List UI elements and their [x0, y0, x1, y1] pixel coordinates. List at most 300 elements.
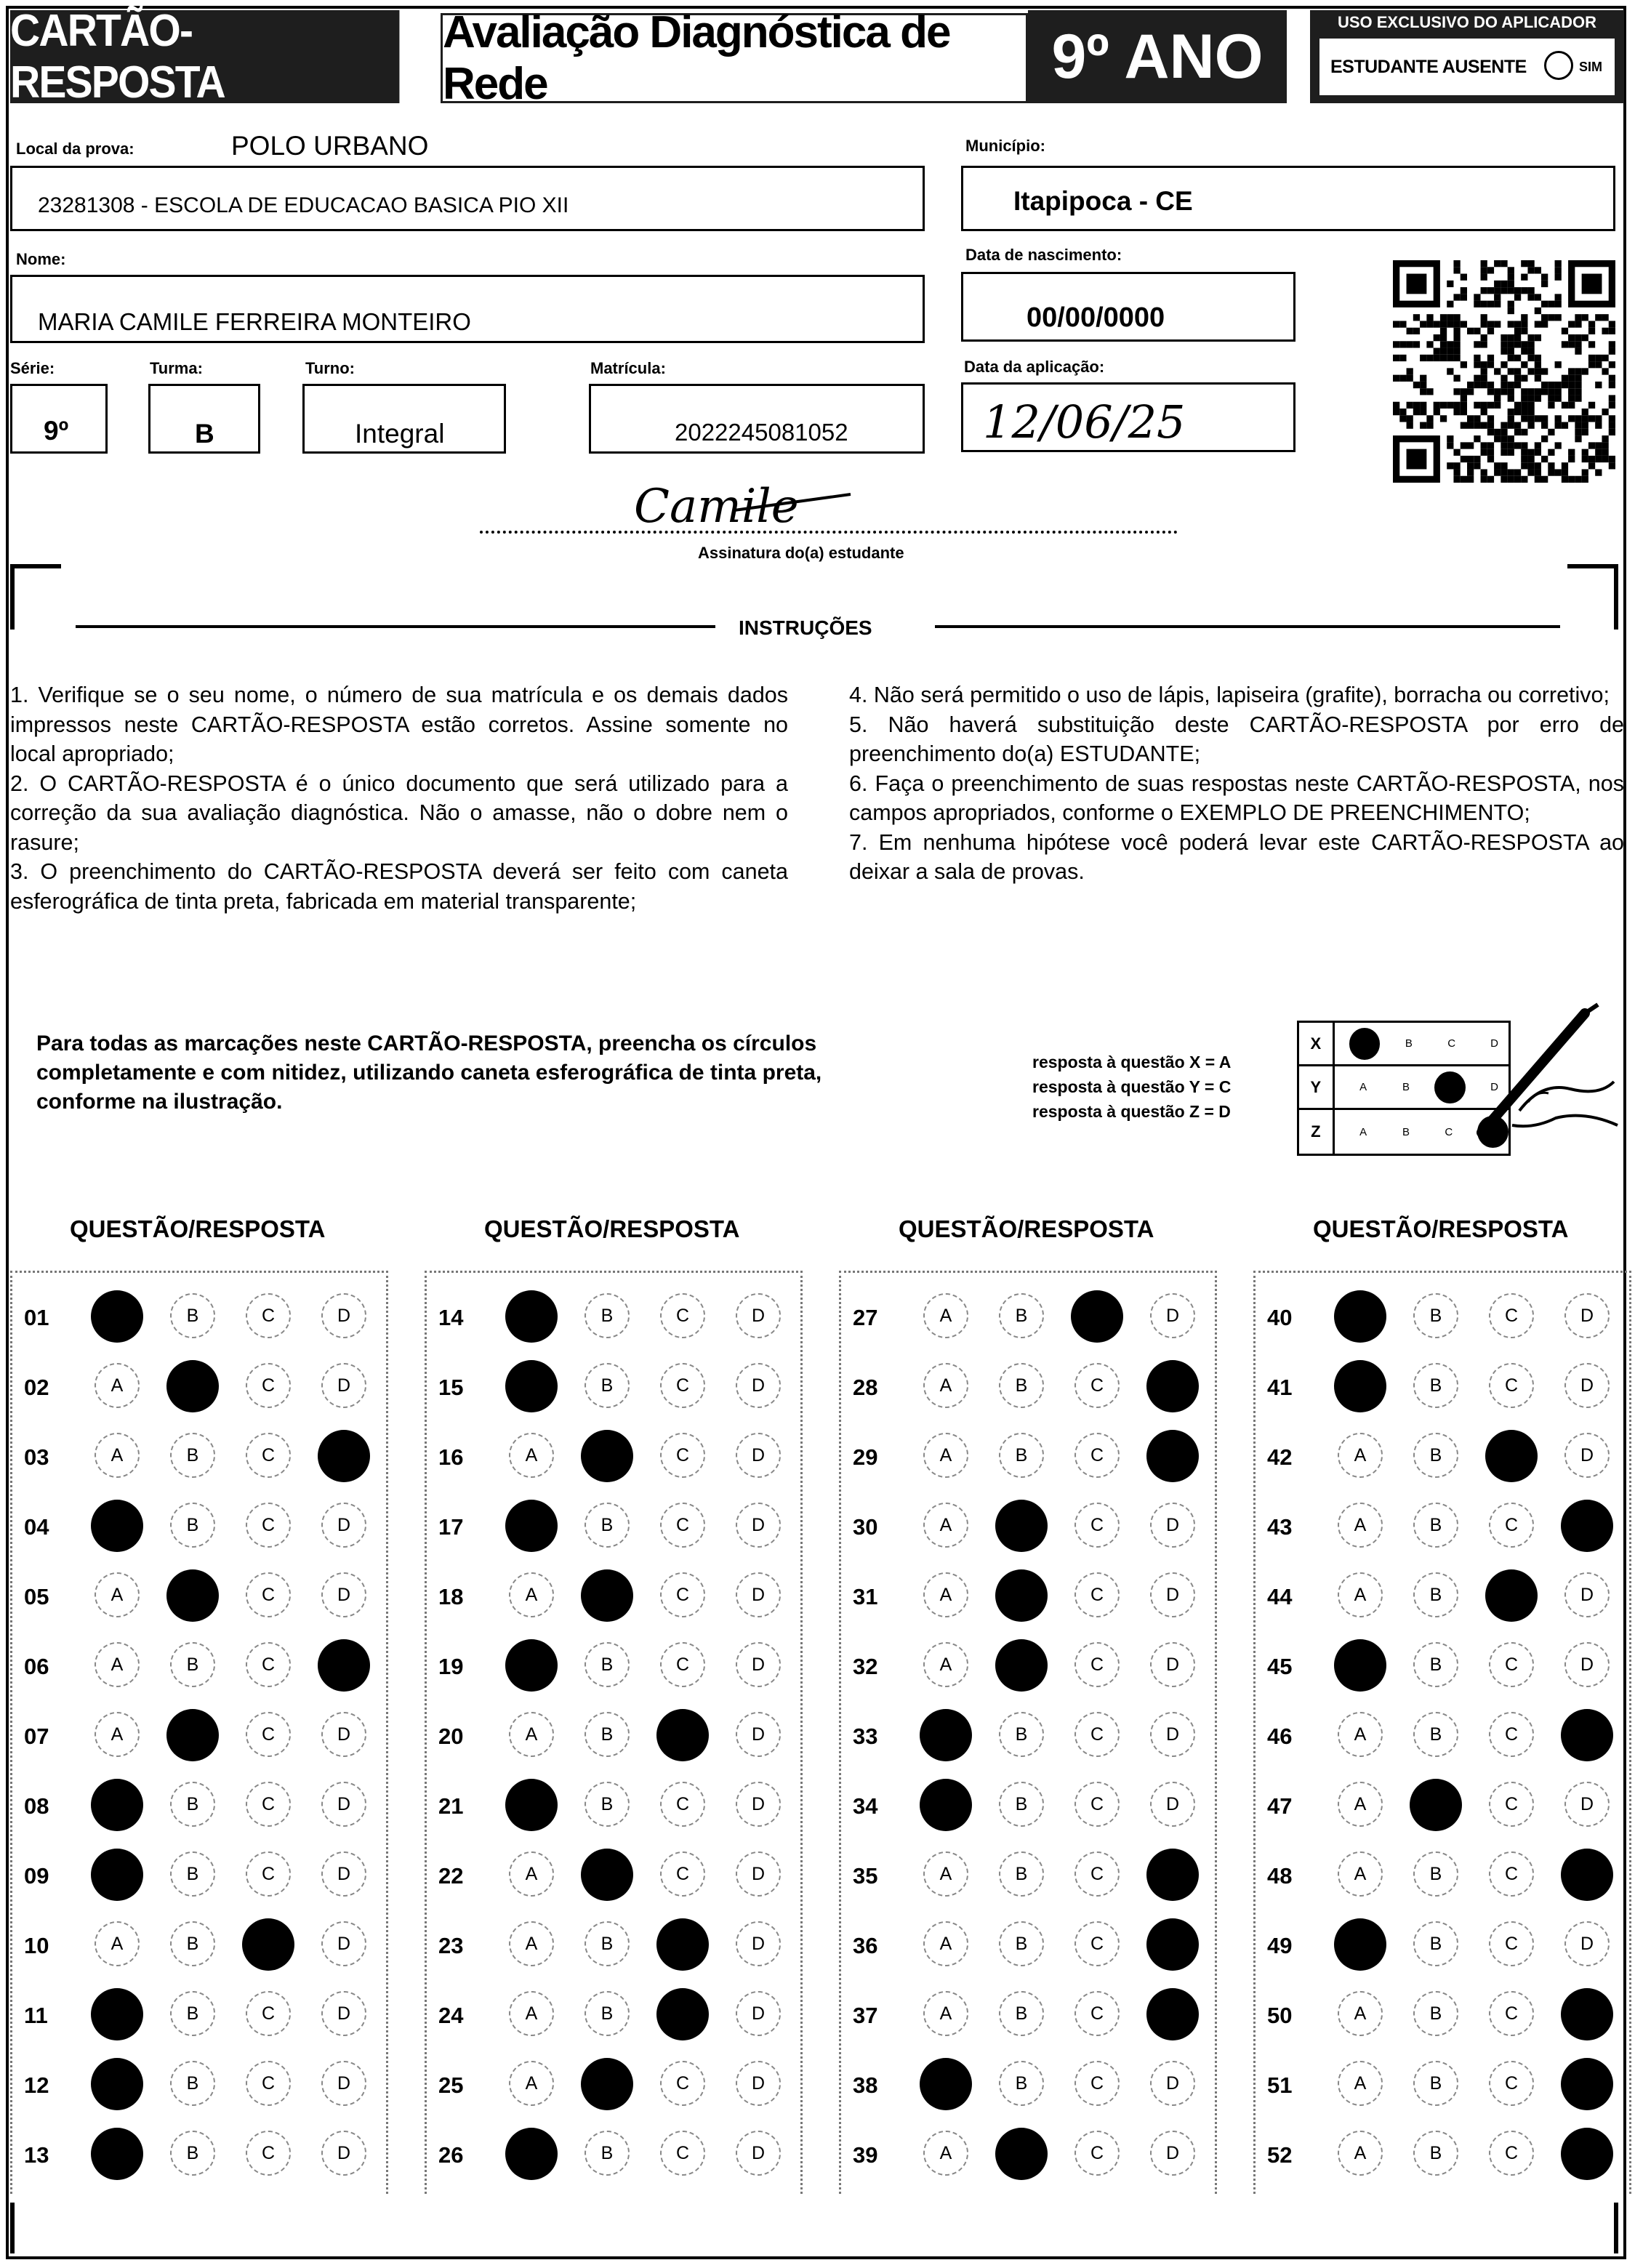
answer-bubble-c[interactable]: C — [660, 2131, 705, 2176]
answer-bubble-d[interactable]: D — [736, 1363, 781, 1408]
answer-bubble-b[interactable]: B — [170, 1851, 215, 1897]
answer-row — [12, 1914, 386, 1984]
answer-bubble-d[interactable]: D — [736, 1782, 781, 1827]
question-number: 01 — [24, 1305, 49, 1330]
answer-bubble-d[interactable] — [1146, 1988, 1199, 2040]
answer-bubble-d[interactable] — [1146, 1849, 1199, 1901]
answer-row — [12, 2123, 386, 2193]
answer-bubble-a[interactable]: A — [1338, 2061, 1383, 2106]
answer-column-2 — [425, 1271, 803, 2194]
answer-bubble-d[interactable] — [1146, 1360, 1199, 1412]
answer-bubble-c[interactable]: C — [660, 1642, 705, 1687]
answer-bubble-c[interactable]: C — [1074, 1851, 1120, 1897]
instructions-right — [849, 680, 1624, 887]
answer-bubble-d[interactable]: D — [736, 1712, 781, 1757]
answer-bubble-c[interactable]: C — [1489, 1293, 1534, 1338]
answer-bubble-b[interactable]: B — [1413, 1642, 1458, 1687]
answer-bubble-c[interactable]: C — [1489, 1851, 1534, 1897]
answer-bubble-d[interactable]: D — [321, 1782, 366, 1827]
answer-bubble-b[interactable]: B — [999, 1851, 1044, 1897]
answer-bubble-a[interactable]: A — [509, 1572, 554, 1617]
answer-bubble-c[interactable]: C — [660, 1503, 705, 1548]
answer-bubble-c[interactable]: C — [1489, 1363, 1534, 1408]
answer-bubble-a[interactable] — [505, 1639, 558, 1692]
answer-bubble-b[interactable] — [995, 2128, 1048, 2180]
answer-row — [1256, 1356, 1629, 1425]
answer-bubble-a[interactable]: A — [509, 1433, 554, 1478]
answer-row — [1256, 1635, 1629, 1705]
example-bubble-a: A — [1359, 1081, 1367, 1093]
answer-bubble-c[interactable] — [656, 1918, 709, 1971]
answer-bubble-c[interactable]: C — [660, 1851, 705, 1897]
answer-bubble-a[interactable]: A — [923, 1851, 968, 1897]
answer-bubble-d[interactable]: D — [321, 1503, 366, 1548]
answer-bubble-b[interactable]: B — [584, 1363, 630, 1408]
answer-bubble-b[interactable]: B — [1413, 1363, 1458, 1408]
answer-bubble-a[interactable] — [920, 1709, 972, 1761]
answer-bubble-a[interactable] — [91, 1849, 143, 1901]
column-title: QUESTÃO/RESPOSTA — [899, 1215, 1154, 1242]
matricula-value: 2022245081052 — [675, 419, 848, 446]
answer-bubble-c[interactable]: C — [1489, 1712, 1534, 1757]
answer-bubble-d[interactable]: D — [1150, 1712, 1195, 1757]
answer-bubble-d[interactable]: D — [1150, 1782, 1195, 1827]
answer-bubble-c[interactable]: C — [1074, 1782, 1120, 1827]
answer-row — [841, 1565, 1215, 1635]
answer-bubble-c[interactable]: C — [660, 1293, 705, 1338]
answer-bubble-d[interactable] — [1146, 1430, 1199, 1482]
answer-column-1 — [10, 1271, 388, 2194]
answer-row — [841, 1914, 1215, 1984]
question-number: 29 — [853, 1444, 878, 1470]
answer-bubble-c[interactable]: C — [246, 1503, 291, 1548]
turma-value: B — [195, 419, 214, 449]
answer-bubble-d[interactable]: D — [1564, 1363, 1610, 1408]
answer-row — [1256, 2123, 1629, 2193]
answer-bubble-a[interactable] — [91, 1988, 143, 2040]
answer-bubble-d[interactable]: D — [321, 1572, 366, 1617]
answer-bubble-b[interactable] — [581, 2058, 633, 2110]
answer-bubble-a[interactable]: A — [509, 1712, 554, 1757]
question-number: 11 — [24, 2003, 48, 2028]
answer-bubble-a[interactable]: A — [1338, 1572, 1383, 1617]
answer-bubble-d[interactable]: D — [321, 1363, 366, 1408]
answer-bubble-b[interactable]: B — [1413, 1851, 1458, 1897]
answer-bubble-a[interactable] — [91, 1500, 143, 1552]
answer-bubble-a[interactable] — [1334, 1290, 1386, 1343]
instr-rule-left — [76, 625, 715, 628]
answer-bubble-b[interactable] — [581, 1849, 633, 1901]
fill-instruction: Para todas as marcações neste CARTÃO-RESPOSTA, preencha os círculos completamente e com nitidez, utilizando caneta esferográfica de tinta preta, conforme na ilustração. — [36, 1032, 822, 1114]
answer-column-3 — [839, 1271, 1217, 2194]
answer-bubble-a[interactable]: A — [509, 1921, 554, 1966]
answer-bubble-a[interactable]: A — [509, 1991, 554, 2036]
answer-bubble-d[interactable]: D — [736, 2061, 781, 2106]
answer-bubble-a[interactable]: A — [923, 1433, 968, 1478]
question-number: 17 — [438, 1514, 464, 1540]
answer-bubble-c[interactable]: C — [246, 1293, 291, 1338]
absent-bubble[interactable] — [1544, 51, 1573, 80]
answer-row — [841, 1844, 1215, 1914]
answer-bubble-a[interactable]: A — [95, 1642, 140, 1687]
answer-bubble-b[interactable]: B — [170, 2131, 215, 2176]
answer-bubble-a[interactable]: A — [923, 1991, 968, 2036]
answer-bubble-b[interactable]: B — [584, 1642, 630, 1687]
answer-bubble-a[interactable] — [505, 1779, 558, 1831]
answer-bubble-d[interactable]: D — [1150, 2061, 1195, 2106]
answer-bubble-b[interactable]: B — [584, 1293, 630, 1338]
answer-bubble-c[interactable]: C — [1074, 2061, 1120, 2106]
answer-bubble-d[interactable]: D — [736, 1293, 781, 1338]
answer-bubble-d[interactable]: D — [1150, 1293, 1195, 1338]
answer-bubble-c[interactable]: C — [246, 1782, 291, 1827]
answer-bubble-a[interactable]: A — [95, 1572, 140, 1617]
answer-row — [841, 1495, 1215, 1565]
answer-bubble-b[interactable]: B — [170, 1642, 215, 1687]
answer-bubble-d[interactable]: D — [1150, 1572, 1195, 1617]
example-line-z: resposta à questão Z = D — [1032, 1102, 1231, 1121]
question-number: 22 — [438, 1863, 464, 1889]
question-number: 03 — [24, 1444, 49, 1470]
answer-bubble-a[interactable]: A — [1338, 1851, 1383, 1897]
instruction-1: 1. Verifique se o seu nome, o número de sua matrícula e os demais dados impressos neste CARTÃO-RESPOSTA estão corretos. Assine somente no local apropriado; — [10, 683, 788, 766]
answer-row — [12, 1495, 386, 1565]
answer-bubble-c[interactable]: C — [1489, 2131, 1534, 2176]
answer-bubble-c[interactable] — [1485, 1430, 1538, 1482]
answer-bubble-c[interactable]: C — [246, 1712, 291, 1757]
answer-bubble-c[interactable]: C — [660, 1572, 705, 1617]
answer-bubble-a[interactable]: A — [1338, 1503, 1383, 1548]
answer-bubble-c[interactable] — [242, 1918, 294, 1971]
answer-bubble-a[interactable] — [1334, 1639, 1386, 1692]
answer-bubble-b[interactable]: B — [170, 1782, 215, 1827]
answer-bubble-b[interactable] — [1410, 1779, 1462, 1831]
answer-bubble-a[interactable] — [505, 1360, 558, 1412]
answer-bubble-b[interactable]: B — [999, 1363, 1044, 1408]
answer-bubble-d[interactable]: D — [321, 2131, 366, 2176]
answer-bubble-c[interactable]: C — [1489, 2061, 1534, 2106]
answer-row — [841, 1425, 1215, 1495]
answer-bubble-c[interactable] — [1485, 1569, 1538, 1622]
serie-value: 9º — [44, 416, 69, 446]
answer-bubble-b[interactable]: B — [584, 1503, 630, 1548]
answer-bubble-c[interactable]: C — [1074, 1921, 1120, 1966]
answer-bubble-b[interactable]: B — [1413, 2061, 1458, 2106]
answer-bubble-a[interactable]: A — [923, 1293, 968, 1338]
answer-bubble-d[interactable] — [1561, 1849, 1613, 1901]
answer-row — [427, 1495, 800, 1565]
answer-bubble-c[interactable]: C — [1074, 1363, 1120, 1408]
instructions-title: INSTRUÇÕES — [739, 616, 872, 639]
answer-bubble-b[interactable] — [166, 1709, 219, 1761]
answer-bubble-d[interactable]: D — [736, 1921, 781, 1966]
answer-bubble-b[interactable]: B — [999, 1921, 1044, 1966]
signature-line — [480, 531, 1178, 534]
answer-bubble-b[interactable]: B — [584, 1921, 630, 1966]
answer-bubble-c[interactable]: C — [1489, 1503, 1534, 1548]
answer-bubble-d[interactable]: D — [1564, 1433, 1610, 1478]
answer-bubble-a[interactable] — [505, 1500, 558, 1552]
answer-row — [841, 1774, 1215, 1844]
answer-bubble-c[interactable]: C — [246, 2061, 291, 2106]
answer-bubble-d[interactable]: D — [736, 1851, 781, 1897]
question-number: 50 — [1267, 2003, 1293, 2028]
answer-bubble-a[interactable] — [920, 2058, 972, 2110]
answer-bubble-d[interactable] — [1561, 1500, 1613, 1552]
answer-bubble-d[interactable] — [318, 1430, 370, 1482]
answer-bubble-d[interactable]: D — [1564, 1572, 1610, 1617]
answer-bubble-a[interactable] — [91, 2128, 143, 2180]
question-number: 37 — [853, 2003, 878, 2028]
instruction-7: 7. Em nenhuma hipótese você poderá levar este CARTÃO-RESPOSTA ao deixar a sala de provas. — [849, 829, 1624, 884]
answer-bubble-a[interactable]: A — [923, 1503, 968, 1548]
answer-bubble-c[interactable]: C — [1074, 1712, 1120, 1757]
answer-bubble-b[interactable]: B — [999, 1782, 1044, 1827]
answer-bubble-d[interactable] — [1561, 2128, 1613, 2180]
answer-bubble-a[interactable]: A — [1338, 1782, 1383, 1827]
answer-bubble-d[interactable]: D — [1564, 1921, 1610, 1966]
answer-bubble-d[interactable] — [1146, 1918, 1199, 1971]
answer-bubble-a[interactable] — [91, 1779, 143, 1831]
answer-bubble-a[interactable]: A — [923, 1363, 968, 1408]
answer-bubble-b[interactable]: B — [999, 2061, 1044, 2106]
answer-bubble-c[interactable]: C — [1489, 1991, 1534, 2036]
corner-bottom-right — [1567, 2203, 1618, 2253]
answer-bubble-a[interactable] — [920, 1779, 972, 1831]
answer-bubble-b[interactable] — [995, 1639, 1048, 1692]
example-bubble-b: B — [1402, 1125, 1410, 1138]
answer-bubble-b[interactable]: B — [1413, 2131, 1458, 2176]
answer-bubble-b[interactable]: B — [1413, 1712, 1458, 1757]
answer-bubble-c[interactable] — [1071, 1290, 1123, 1343]
question-number: 20 — [438, 1724, 464, 1749]
answer-bubble-c[interactable]: C — [1074, 1433, 1120, 1478]
answer-bubble-a[interactable]: A — [1338, 1433, 1383, 1478]
answer-bubble-a[interactable] — [91, 2058, 143, 2110]
answer-bubble-b[interactable]: B — [170, 1991, 215, 2036]
answer-bubble-b[interactable] — [995, 1569, 1048, 1622]
answer-bubble-c[interactable]: C — [1074, 1991, 1120, 2036]
answer-bubble-d[interactable]: D — [736, 2131, 781, 2176]
question-number: 40 — [1267, 1305, 1293, 1330]
answer-bubble-c[interactable]: C — [246, 1851, 291, 1897]
question-number: 34 — [853, 1793, 878, 1819]
answer-row — [12, 1844, 386, 1914]
answer-bubble-d[interactable]: D — [736, 1572, 781, 1617]
answer-bubble-a[interactable] — [505, 2128, 558, 2180]
answer-bubble-b[interactable]: B — [584, 1712, 630, 1757]
answer-bubble-b[interactable] — [581, 1569, 633, 1622]
answer-bubble-d[interactable]: D — [736, 1991, 781, 2036]
answer-bubble-b[interactable]: B — [170, 1293, 215, 1338]
answer-bubble-d[interactable]: D — [1564, 1782, 1610, 1827]
answer-bubble-c[interactable]: C — [1074, 2131, 1120, 2176]
answer-bubble-b[interactable]: B — [1413, 1293, 1458, 1338]
answer-row — [12, 1356, 386, 1425]
answer-bubble-b[interactable]: B — [999, 1991, 1044, 2036]
answer-bubble-a[interactable]: A — [923, 1921, 968, 1966]
answer-bubble-a[interactable]: A — [1338, 1991, 1383, 2036]
answer-bubble-d[interactable] — [1561, 1988, 1613, 2040]
answer-bubble-a[interactable]: A — [923, 2131, 968, 2176]
answer-bubble-a[interactable] — [505, 1290, 558, 1343]
question-number: 42 — [1267, 1444, 1293, 1470]
answer-column-4 — [1253, 1271, 1631, 2194]
answer-row — [12, 1984, 386, 2054]
answer-row — [841, 1705, 1215, 1774]
question-number: 18 — [438, 1584, 464, 1609]
school-value: 23281308 - ESCOLA DE EDUCACAO BASICA PIO XII — [38, 193, 569, 217]
answer-bubble-b[interactable]: B — [584, 2131, 630, 2176]
answer-bubble-b[interactable]: B — [1413, 1991, 1458, 2036]
answer-bubble-d[interactable]: D — [321, 2061, 366, 2106]
answer-bubble-a[interactable]: A — [95, 1363, 140, 1408]
application-label: Data da aplicação: — [964, 358, 1105, 376]
example-row-label: X — [1299, 1023, 1335, 1064]
answer-bubble-d[interactable]: D — [1564, 1642, 1610, 1687]
answer-row — [1256, 2054, 1629, 2123]
answer-bubble-d[interactable]: D — [736, 1503, 781, 1548]
qr-code — [1393, 256, 1615, 487]
answer-bubble-c[interactable]: C — [1489, 1782, 1534, 1827]
turma-label: Turma: — [150, 359, 203, 377]
column-title: QUESTÃO/RESPOSTA — [70, 1215, 326, 1242]
answer-bubble-d[interactable]: D — [321, 1712, 366, 1757]
answer-bubble-b[interactable]: B — [999, 1433, 1044, 1478]
answer-bubble-c[interactable]: C — [1074, 1572, 1120, 1617]
answer-bubble-a[interactable] — [91, 1290, 143, 1343]
answer-bubble-a[interactable]: A — [923, 1572, 968, 1617]
question-number: 39 — [853, 2142, 878, 2168]
answer-bubble-b[interactable]: B — [584, 1782, 630, 1827]
answer-bubble-a[interactable]: A — [509, 1851, 554, 1897]
answer-bubble-b[interactable]: B — [999, 1293, 1044, 1338]
answer-bubble-a[interactable]: A — [1338, 1712, 1383, 1757]
answer-bubble-b[interactable] — [166, 1360, 219, 1412]
question-number: 02 — [24, 1375, 49, 1400]
answer-bubble-b[interactable] — [581, 1430, 633, 1482]
answer-row — [1256, 1774, 1629, 1844]
answer-bubble-c[interactable]: C — [246, 1363, 291, 1408]
answer-bubble-b[interactable]: B — [584, 1991, 630, 2036]
answer-bubble-a[interactable]: A — [923, 1642, 968, 1687]
local-label: Local da prova: — [16, 140, 134, 158]
answer-bubble-c[interactable]: C — [660, 1433, 705, 1478]
answer-bubble-b[interactable]: B — [1413, 1921, 1458, 1966]
question-number: 23 — [438, 1933, 464, 1958]
question-number: 46 — [1267, 1724, 1293, 1749]
answer-bubble-d[interactable]: D — [736, 1433, 781, 1478]
application-value: 12/06/25 — [983, 395, 1186, 449]
card-title: CARTÃO-RESPOSTA — [10, 10, 399, 103]
answer-bubble-d[interactable]: D — [1150, 1503, 1195, 1548]
answer-bubble-b[interactable]: B — [170, 1503, 215, 1548]
answer-bubble-a[interactable]: A — [509, 2061, 554, 2106]
municipio-label: Município: — [965, 137, 1045, 155]
answer-row — [1256, 1425, 1629, 1495]
answer-bubble-b[interactable]: B — [170, 1433, 215, 1478]
question-number: 27 — [853, 1305, 878, 1330]
answer-bubble-c[interactable]: C — [1489, 1921, 1534, 1966]
answer-bubble-d[interactable] — [1561, 2058, 1613, 2110]
answer-bubble-d[interactable]: D — [736, 1642, 781, 1687]
answer-bubble-b[interactable]: B — [1413, 1572, 1458, 1617]
answer-bubble-b[interactable]: B — [170, 2061, 215, 2106]
birth-value: 00/00/0000 — [1027, 302, 1165, 333]
answer-bubble-a[interactable]: A — [1338, 2131, 1383, 2176]
answer-bubble-b[interactable] — [995, 1500, 1048, 1552]
instruction-3: 3. O preenchimento do CARTÃO-RESPOSTA deverá ser feito com caneta esferográfica de tinta preta, fabricada em material transparente; — [10, 859, 788, 914]
answer-bubble-c[interactable]: C — [246, 1572, 291, 1617]
answer-bubble-c[interactable]: C — [1074, 1642, 1120, 1687]
answer-bubble-a[interactable] — [1334, 1360, 1386, 1412]
answer-row — [427, 1914, 800, 1984]
answer-bubble-d[interactable]: D — [1150, 2131, 1195, 2176]
answer-bubble-c[interactable]: C — [246, 1433, 291, 1478]
answer-bubble-d[interactable]: D — [321, 1851, 366, 1897]
question-number: 31 — [853, 1584, 878, 1609]
question-number: 16 — [438, 1444, 464, 1470]
answer-bubble-c[interactable]: C — [246, 2131, 291, 2176]
question-number: 44 — [1267, 1584, 1293, 1609]
absent-yes-label: SIM — [1579, 60, 1603, 74]
answer-bubble-b[interactable]: B — [1413, 1503, 1458, 1548]
answer-bubble-d[interactable] — [1561, 1709, 1613, 1761]
answer-bubble-d[interactable]: D — [321, 1991, 366, 2036]
answer-row — [12, 1635, 386, 1705]
answer-row — [841, 1356, 1215, 1425]
answer-bubble-d[interactable]: D — [321, 1293, 366, 1338]
local-value: POLO URBANO — [231, 131, 429, 161]
answer-bubble-a[interactable] — [1334, 1918, 1386, 1971]
answer-bubble-c[interactable]: C — [660, 2061, 705, 2106]
answer-row — [1256, 1844, 1629, 1914]
example-bubble-a — [1349, 1028, 1381, 1060]
answer-bubble-d[interactable]: D — [1150, 1642, 1195, 1687]
answer-row — [427, 1565, 800, 1635]
question-number: 24 — [438, 2003, 464, 2028]
answer-bubble-c[interactable] — [656, 1988, 709, 2040]
answer-row — [841, 2054, 1215, 2123]
answer-bubble-c[interactable]: C — [660, 1363, 705, 1408]
answer-bubble-b[interactable]: B — [999, 1712, 1044, 1757]
answer-bubble-c[interactable]: C — [1074, 1503, 1120, 1548]
answer-bubble-c[interactable]: C — [1489, 1642, 1534, 1687]
applicator-title: USO EXCLUSIVO DO APLICADOR — [1337, 13, 1597, 31]
answer-bubble-c[interactable]: C — [660, 1782, 705, 1827]
question-number: 08 — [24, 1793, 49, 1819]
answer-bubble-b[interactable]: B — [1413, 1433, 1458, 1478]
question-number: 33 — [853, 1724, 878, 1749]
answer-bubble-d[interactable] — [318, 1639, 370, 1692]
answer-bubble-b[interactable] — [166, 1569, 219, 1622]
signature: Camile — [634, 480, 799, 534]
answer-bubble-a[interactable]: A — [95, 1433, 140, 1478]
answer-row — [12, 1774, 386, 1844]
answer-bubble-c[interactable]: C — [246, 1991, 291, 2036]
answer-bubble-c[interactable] — [656, 1709, 709, 1761]
answer-bubble-d[interactable]: D — [321, 1921, 366, 1966]
answer-bubble-c[interactable]: C — [246, 1642, 291, 1687]
answer-bubble-a[interactable]: A — [95, 1712, 140, 1757]
answer-bubble-a[interactable]: A — [95, 1921, 140, 1966]
answer-row — [1256, 1565, 1629, 1635]
answer-bubble-b[interactable]: B — [170, 1921, 215, 1966]
answer-row — [841, 1984, 1215, 2054]
question-number: 14 — [438, 1305, 464, 1330]
question-number: 28 — [853, 1375, 878, 1400]
answer-bubble-d[interactable]: D — [1564, 1293, 1610, 1338]
